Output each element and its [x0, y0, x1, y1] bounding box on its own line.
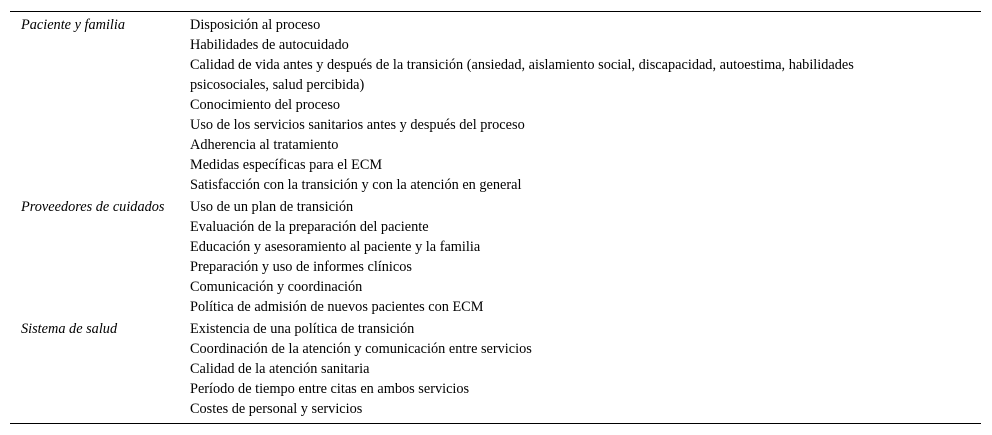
table-group-patient-family [10, 15, 981, 195]
list-item: Existencia de una política de transición [190, 321, 415, 337]
list-item: Calidad de la atención sanitaria [190, 361, 370, 377]
list-item: Educación y asesoramiento al paciente y la familia [190, 239, 481, 255]
list-item: Disposición al proceso [190, 17, 321, 33]
list-item: Comunicación y coordinación [190, 279, 363, 295]
list-item: Adherencia al tratamiento [190, 137, 339, 153]
table-group-care-providers [10, 197, 981, 317]
list-item: Calidad de vida antes y después de la transición (ansiedad, aislamiento social, discapacidad, autoestima, habilidades psicosociales, salud percibida) [190, 57, 854, 93]
list-item: Evaluación de la preparación del paciente [190, 219, 429, 235]
indicators-table [10, 11, 981, 424]
list-item: Período de tiempo entre citas en ambos servicios [190, 381, 470, 397]
group-label: Proveedores de cuidados [21, 199, 165, 215]
group-items [180, 15, 981, 195]
list-item: Satisfacción con la transición y con la atención en general [190, 177, 522, 193]
list-item: Costes de personal y servicios [190, 401, 363, 417]
list-item: Coordinación de la atención y comunicación entre servicios [190, 341, 532, 357]
list-item: Uso de los servicios sanitarios antes y después del proceso [190, 117, 525, 133]
group-label: Sistema de salud [21, 321, 118, 337]
list-item: Política de admisión de nuevos pacientes con ECM [190, 299, 484, 315]
table-group-health-system [10, 319, 981, 419]
group-label: Paciente y familia [21, 17, 126, 33]
list-item: Uso de un plan de transición [190, 199, 354, 215]
group-items [180, 319, 981, 419]
list-item: Preparación y uso de informes clínicos [190, 259, 412, 275]
group-items [180, 197, 981, 317]
list-item: Medidas específicas para el ECM [190, 157, 383, 173]
list-item: Conocimiento del proceso [190, 97, 341, 113]
list-item: Habilidades de autocuidado [190, 37, 349, 53]
